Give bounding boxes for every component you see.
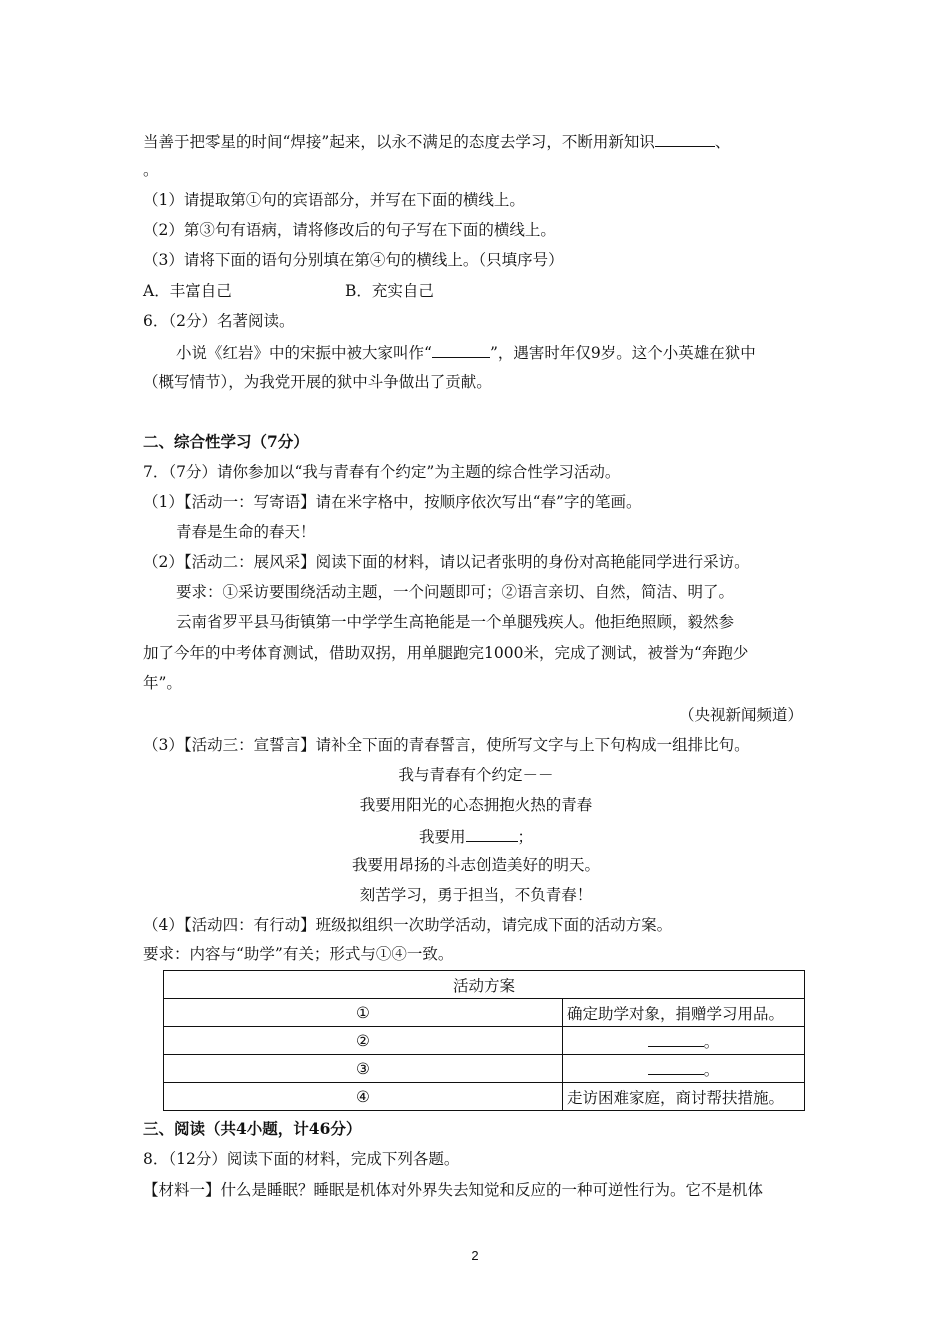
sub-question: （3）请将下面的语句分别填在第④句的横线上。（只填序号） (143, 251, 564, 269)
table-row (164, 1055, 805, 1083)
text-line: 。 (143, 161, 159, 179)
section-heading: 三、阅读（共4小题，计46分） (143, 1119, 362, 1138)
activity-plan-table (163, 970, 805, 1111)
row-number: ④ (164, 1083, 563, 1111)
table-row (164, 1027, 805, 1055)
answer-blank[interactable] (466, 825, 518, 842)
row-number: ② (164, 1027, 563, 1055)
table-row (164, 1083, 805, 1111)
answer-blank[interactable] (432, 341, 490, 358)
oath-line: 我要用阳光的心态拥抱火热的青春 (359, 796, 593, 814)
text-line: 云南省罗平县马街镇第一中学学生高艳能是一个单腿残疾人。他拒绝照顾，毅然参 (176, 613, 735, 631)
text-line: 要求：内容与“助学”有关；形式与①④一致。 (143, 945, 454, 963)
text-line: 年”。 (143, 674, 182, 692)
question-8: 8．（12分）阅读下面的材料，完成下列各题。 (143, 1150, 460, 1168)
activity-3: （3）【活动三：宣誓言】请补全下面的青春誓言，使所写文字与上下句构成一组排比句。 (143, 736, 750, 754)
table-title: 活动方案 (164, 971, 805, 999)
oath-line: 刻苦学习，勇于担当，不负青春！ (359, 886, 593, 904)
oath-line: 我要用 ； (143, 825, 809, 847)
row-number: ③ (164, 1055, 563, 1083)
activity-4: （4）【活动四：有行动】班级拟组织一次助学活动，请完成下面的活动方案。 (143, 916, 673, 934)
row-number: ① (164, 999, 563, 1027)
text-line: 青春是生命的春天！ (176, 523, 316, 541)
row-text: 。 (563, 1055, 805, 1083)
question-7: 7．（7分）请你参加以“我与青春有个约定”为主题的综合性学习活动。 (143, 463, 621, 481)
text-line: 【材料一】什么是睡眠？睡眠是机体对外界失去知觉和反应的一种可逆性行为。它不是机体 (143, 1181, 764, 1199)
table-header-row (164, 971, 805, 999)
answer-blank[interactable] (648, 1030, 704, 1047)
text-line: 当善于把零星的时间“焊接”起来，以永不满足的态度去学习，不断用新知识 、 (143, 130, 730, 152)
oath-line: 我与青春有个约定－－ (398, 766, 554, 784)
sub-question: （1）请提取第①句的宾语部分，并写在下面的横线上。 (143, 191, 525, 209)
option-b: B．充实自己 (345, 282, 434, 300)
question-6: 6．（2分）名著阅读。 (143, 312, 295, 330)
row-text: 走访困难家庭，商讨帮扶措施。 (563, 1083, 805, 1111)
activity-2: （2）【活动二：展风采】阅读下面的材料，请以记者张明的身份对高艳能同学进行采访。 (143, 553, 750, 571)
section-heading: 二、综合性学习（7分） (143, 432, 309, 451)
option-a: A．丰富自己 (143, 282, 232, 300)
page-number: 2 (471, 1248, 479, 1263)
row-text: 确定助学对象，捐赠学习用品。 (563, 999, 805, 1027)
answer-blank[interactable] (648, 1058, 704, 1075)
text-line: 小说《红岩》中的宋振中被大家叫作“ ”，遇害时年仅9岁。这个小英雄在狱中 (176, 341, 756, 363)
table-row (164, 999, 805, 1027)
oath-line: 我要用昂扬的斗志创造美好的明天。 (351, 856, 600, 874)
text-line: 加了今年的中考体育测试，借助双拐，用单腿跑完1000米，完成了测试，被誉为“奔跑少 (143, 644, 749, 662)
source-note: （央视新闻频道） (678, 706, 803, 724)
activity-1: （1）【活动一：写寄语】请在米字格中，按顺序依次写出“春”字的笔画。 (143, 493, 642, 511)
text-line: 要求：①采访要围绕活动主题，一个问题即可；②语言亲切、自然，简洁、明了。 (176, 583, 735, 601)
sub-question: （2）第③句有语病，请将修改后的句子写在下面的横线上。 (143, 221, 556, 239)
row-text: 。 (563, 1027, 805, 1055)
answer-blank[interactable] (655, 130, 715, 147)
text-line: （概写情节），为我党开展的狱中斗争做出了贡献。 (143, 373, 492, 391)
